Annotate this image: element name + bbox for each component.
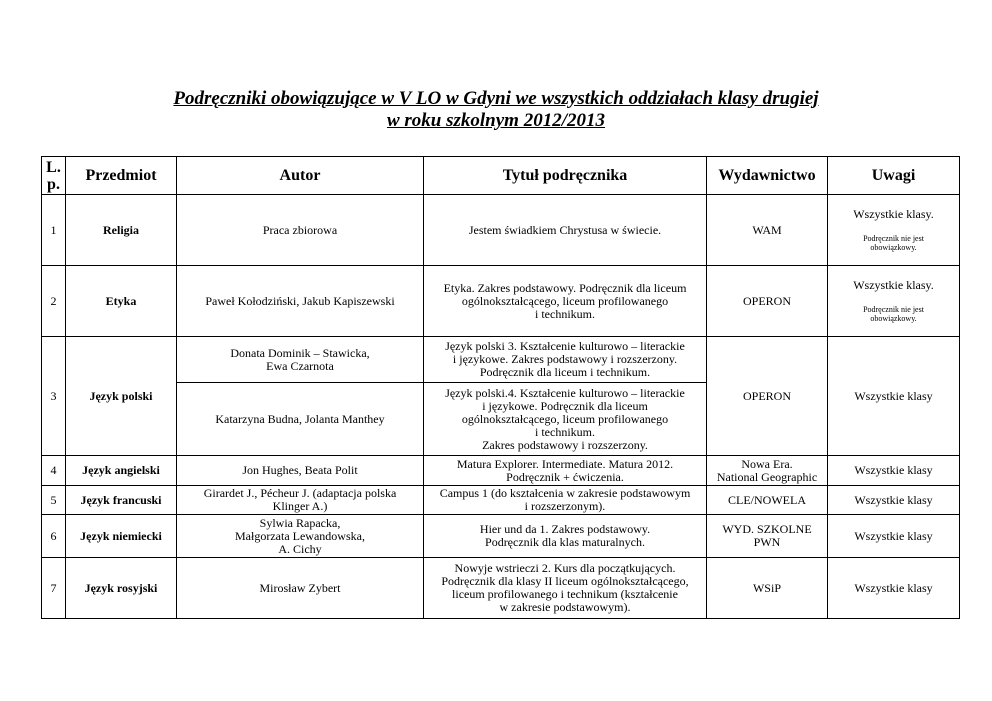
cell-publisher: CLE/NOWELA	[707, 486, 828, 515]
cell-lp: 1	[42, 195, 66, 266]
cell-publisher: WSiP	[707, 558, 828, 619]
notes-sub: Podręcznik nie jest obowiązkowy.	[863, 305, 924, 323]
cell-notes: Wszystkie klasy	[828, 337, 960, 456]
table-row	[42, 266, 960, 337]
header-publisher: Wydawnictwo	[707, 157, 828, 195]
cell-publisher: WYD. SZKOLNE PWN	[707, 515, 828, 558]
cell-subject: Etyka	[66, 266, 177, 337]
header-author: Autor	[177, 157, 424, 195]
header-lp: L. p.	[42, 157, 66, 195]
cell-author: Girardet J., Pécheur J. (adaptacja polska Klinger A.)	[177, 486, 424, 515]
cell-author: Katarzyna Budna, Jolanta Manthey	[177, 383, 424, 456]
notes-sub: Podręcznik nie jest obowiązkowy.	[863, 234, 924, 252]
cell-title: Nowyje wstrieczi 2. Kurs dla początkujących. Podręcznik dla klasy II liceum ogólnokształcącego, liceum profilowanego i technikum (kształcenie w zakresie podstawowym).	[424, 558, 707, 619]
cell-subject: Język rosyjski	[66, 558, 177, 619]
cell-author: Mirosław Zybert	[177, 558, 424, 619]
cell-publisher: WAM	[707, 195, 828, 266]
table-header-row	[42, 157, 960, 195]
cell-lp: 5	[42, 486, 66, 515]
cell-title: Etyka. Zakres podstawowy. Podręcznik dla liceum ogólnokształcącego, liceum profilowanego i technikum.	[424, 266, 707, 337]
title-line-2: w roku szkolnym 2012/2013	[386, 110, 605, 131]
cell-lp: 4	[42, 456, 66, 486]
cell-title: Język polski 3. Kształcenie kulturowo – literackie i językowe. Zakres podstawowy i rozszerzony. Podręcznik dla liceum i technikum.	[424, 337, 707, 383]
cell-notes	[828, 266, 960, 337]
cell-notes: Wszystkie klasy	[828, 515, 960, 558]
notes-main: Wszystkie klasy.	[853, 207, 934, 221]
header-subject: Przedmiot	[66, 157, 177, 195]
cell-notes: Wszystkie klasy	[828, 558, 960, 619]
table-row	[42, 195, 960, 266]
cell-subject: Język francuski	[66, 486, 177, 515]
cell-notes: Wszystkie klasy	[828, 486, 960, 515]
table-row	[42, 486, 960, 515]
cell-title: Język polski.4. Kształcenie kulturowo – literackie i językowe. Podręcznik dla liceum ogólnokształcącego, liceum profilowanego i technikum. Zakres podstawowy i rozszerzony.	[424, 383, 707, 456]
cell-author: Sylwia Rapacka, Małgorzata Lewandowska, A. Cichy	[177, 515, 424, 558]
notes-main: Wszystkie klasy.	[853, 278, 934, 292]
cell-author: Praca zbiorowa	[177, 195, 424, 266]
cell-notes	[828, 195, 960, 266]
title-line-1: Podręczniki obowiązujące w V LO w Gdyni we wszystkich oddziałach klasy drugiej	[173, 88, 819, 109]
cell-title: Matura Explorer. Intermediate. Matura 2012. Podręcznik + ćwiczenia.	[424, 456, 707, 486]
cell-lp: 2	[42, 266, 66, 337]
cell-lp: 3	[42, 337, 66, 456]
cell-lp: 7	[42, 558, 66, 619]
cell-subject: Język angielski	[66, 456, 177, 486]
cell-subject: Język niemiecki	[66, 515, 177, 558]
cell-title: Hier und da 1. Zakres podstawowy. Podręcznik dla klas maturalnych.	[424, 515, 707, 558]
table-row	[42, 456, 960, 486]
cell-subject: Język polski	[66, 337, 177, 456]
table-row	[42, 337, 960, 383]
cell-publisher: OPERON	[707, 266, 828, 337]
table-row	[42, 558, 960, 619]
cell-subject: Religia	[66, 195, 177, 266]
header-notes: Uwagi	[828, 157, 960, 195]
cell-notes: Wszystkie klasy	[828, 456, 960, 486]
cell-publisher: OPERON	[707, 337, 828, 456]
cell-lp: 6	[42, 515, 66, 558]
cell-author: Jon Hughes, Beata Polit	[177, 456, 424, 486]
cell-publisher: Nowa Era. National Geographic	[707, 456, 828, 486]
cell-title: Campus 1 (do kształcenia w zakresie podstawowym i rozszerzonym).	[424, 486, 707, 515]
header-title: Tytuł podręcznika	[424, 157, 707, 195]
cell-author: Paweł Kołodziński, Jakub Kapiszewski	[177, 266, 424, 337]
textbook-table	[41, 156, 960, 619]
cell-author: Donata Dominik – Stawicka, Ewa Czarnota	[177, 337, 424, 383]
table-row	[42, 515, 960, 558]
document-title	[0, 88, 992, 132]
cell-title: Jestem świadkiem Chrystusa w świecie.	[424, 195, 707, 266]
